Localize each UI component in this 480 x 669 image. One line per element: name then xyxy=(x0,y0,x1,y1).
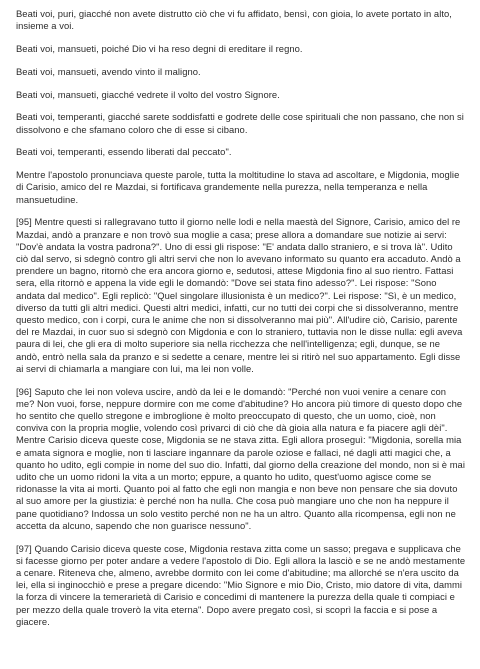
paragraph-beatitude-meek-3: Beati voi, mansueti, giacché vedrete il volto del vostro Signore. xyxy=(16,88,280,100)
paragraph-section-96: [96] Saputo che lei non voleva uscire, andò da lei e le domandò: "Perché non vuoi venire a cenare con me? Non vuoi, forse, neppure dormire con me come d'abitudine? Ho ancora più timore di questo dopo che ho sentito che quello stregone e imbroglione è molto preoccupato di questo, che un uomo, cioè, non conviva con la propria moglie, volendo così privarci di ciò che dà gioia alla natura e fa piacere agli dèi". Mentre Carisio diceva queste cose, Migdonia se ne stava zitta. Egli allora proseguì: "Migdonia, sorella mia e amata signora e moglie, non ti lasciare ingannare da parole oziose e fallaci, né dagli atti magici che, a quanto ho udito, egli compie in nome del suo dio. Infatti, dal giorno della creazione del mondo, non si è mai udito che un uomo ridoni la vita a un morto; eppure, a quanto ho udito, quest'uomo agisce come se ridonasse la vita ai morti. Quanto poi al fatto che egli non mangia e non beve non pensare che sia dovuto al suo amore per la giustizia: è perché non ha nulla. Che cosa può mangiare uno che non ha neppure il pane quotidiano? Indossa un solo vestito perché non ne ha un altro. Quanto alla ricompensa, egli non ne accetta da alcuno, sapendo che non guarisce nessuno". xyxy=(16,385,465,531)
paragraph-beatitude-meek-2: Beati voi, mansueti, avendo vinto il maligno. xyxy=(16,65,201,77)
paragraph-beatitude-pure: Beati voi, puri, giacché non avete distrutto ciò che vi fu affidato, bensì, con gioia, lo avete portato in alto, insieme a voi. xyxy=(16,8,452,32)
paragraph-beatitude-temperate-2: Beati voi, temperanti, essendo liberati dal peccato". xyxy=(16,146,232,158)
paragraph-beatitude-meek-1: Beati voi, mansueti, poiché Dio vi ha reso degni di ereditare il regno. xyxy=(16,43,303,54)
paragraph-beatitude-temperate-1: Beati voi, temperanti, giacché sarete soddisfatti e godrete delle cose spirituali che non passano, che non si dissolvono e che sfamano coloro che di esse si cibano. xyxy=(16,111,464,135)
paragraph-section-97: [97] Quando Carisio diceva queste cose, Migdonia restava zitta come un sasso; pregava e supplicava che si facesse giorno per poter andare a vedere l'apostolo di Dio. Egli allora la lasciò e se ne andò mestamente a cenare. Riteneva che, almeno, avrebbe dormito con lei come d'abitudine; ma allorché se n'era uscito da lei, ella si inginocchiò e prese a pregare dicendo: "Mio Signore e mio Dio, Cristo, mio datore di vita, dammi la forza di vincere la temerarietà di Carisio e concedimi di mantenere la purezza della quale ti compiaci e per mezzo della quale troverò la vita eterna". Dopo avere pregato così, si scoprì la faccia e si pose a giacere. xyxy=(16,542,466,627)
paragraph-narrative-migdonia: Mentre l'apostolo pronunciava queste parole, tutta la moltitudine lo stava ad ascoltare, e Migdonia, moglie di Carisio, amico del re Mazdai, si fortificava grandemente nella purezza, nella temperanza e nella mansuetudine. xyxy=(16,169,460,205)
paragraph-section-95: [95] Mentre questi si rallegravano tutto il giorno nelle lodi e nella maestà del Signore, Carisio, amico del re Mazdai, andò a pranzare e non trovò sua moglie a casa; prese allora a domandare sue notizie ai servi: "Dov'è andata la vostra padrona?". Uno di essi gli rispose: "E' andata dallo straniero, e si trova là". Udito ciò dal servo, si sdegnò contro gli altri servi che non lo avevano informato su quanto era accaduto. Andò a prendere un bagno, ritornò che era ancora giorno e, sedutosi, attese Migdonia fino al suo rientro. Fattasi sera, ella ritornò e appena la vide egli le domandò: "Dove sei stata fino adesso?". Lei rispose: "Sono andata dal medico". Egli replicò: "Quel singolare illusionista è un medico?". Lei rispose: "Sì, è un medico, diverso da tutti gli altri medici. Questi altri medici, infatti, cur no tutti dei corpi che si dissolveranno, mentre questo medico, con i corpi, cura le anime che non si dissolveranno mai più". All'udire ciò, Carisio, parente del re Mazdai, in cuor suo si sdegnò con Migdonia e con lo straniero, tuttavia non le disse nulla: egli aveva paura di lei, che gli era di molto superiore sia nella ricchezza che nell'intelligenza; egli, dunque, se ne andò, entrò nella sala da pranzo e si sedette a cenare, mentre lei si ritirò nel suo appartamento. Egli disse ai servi di chiamarla a mangiare con lui, ma lei non volle. xyxy=(16,216,463,374)
